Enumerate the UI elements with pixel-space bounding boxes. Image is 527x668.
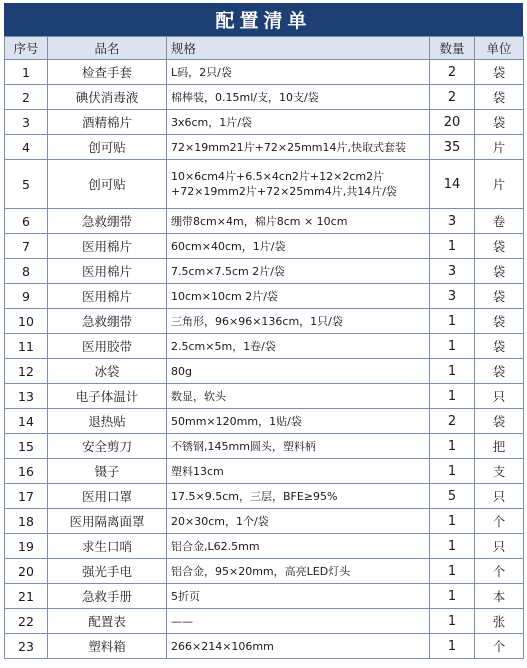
item-spec: 塑料13cm (167, 459, 430, 484)
item-spec: 10×6cm4片+6.5×4cn2片+12×2cm2片+72×19mm2片+72×25mm4片,共14片/袋 (167, 160, 430, 209)
table-row (5, 234, 524, 259)
row-number: 2 (5, 85, 48, 110)
item-spec: —— (167, 609, 430, 634)
item-unit: 本 (475, 584, 524, 609)
item-quantity: 5 (430, 484, 475, 509)
item-unit: 只 (475, 484, 524, 509)
header-qty: 数量 (430, 37, 475, 60)
item-unit: 只 (475, 384, 524, 409)
table-row (5, 110, 524, 135)
table-row (5, 284, 524, 309)
row-number: 4 (5, 135, 48, 160)
item-quantity: 1 (430, 359, 475, 384)
item-quantity: 1 (430, 609, 475, 634)
item-unit: 袋 (475, 409, 524, 434)
row-number: 14 (5, 409, 48, 434)
row-number: 3 (5, 110, 48, 135)
item-name: 配置表 (48, 609, 167, 634)
item-quantity: 1 (430, 384, 475, 409)
header-unit: 单位 (475, 37, 524, 60)
row-number: 16 (5, 459, 48, 484)
item-quantity: 1 (430, 459, 475, 484)
item-name: 检查手套 (48, 60, 167, 85)
item-spec: 17.5×9.5cm，三层，BFE≥95% (167, 484, 430, 509)
row-number: 21 (5, 584, 48, 609)
item-unit: 袋 (475, 85, 524, 110)
item-unit: 袋 (475, 60, 524, 85)
item-unit: 袋 (475, 284, 524, 309)
item-spec: 50mm×120mm，1贴/袋 (167, 409, 430, 434)
item-unit: 片 (475, 160, 524, 209)
page-title: 配置清单 (4, 3, 523, 36)
table-row (5, 334, 524, 359)
item-spec: 60cm×40cm，1片/袋 (167, 234, 430, 259)
row-number: 18 (5, 509, 48, 534)
item-unit: 个 (475, 634, 524, 659)
row-number: 17 (5, 484, 48, 509)
item-spec: 80g (167, 359, 430, 384)
item-unit: 袋 (475, 259, 524, 284)
row-number: 11 (5, 334, 48, 359)
item-name: 医用口罩 (48, 484, 167, 509)
item-unit: 张 (475, 609, 524, 634)
item-unit: 袋 (475, 334, 524, 359)
item-quantity: 1 (430, 534, 475, 559)
table-row (5, 160, 524, 209)
table-row (5, 584, 524, 609)
item-quantity: 1 (430, 334, 475, 359)
item-quantity: 3 (430, 259, 475, 284)
table-row (5, 259, 524, 284)
item-spec: 铝合金，95×20mm，高亮LED灯头 (167, 559, 430, 584)
item-unit: 袋 (475, 234, 524, 259)
row-number: 13 (5, 384, 48, 409)
item-name: 医用棉片 (48, 259, 167, 284)
item-name: 急救绷带 (48, 309, 167, 334)
row-number: 23 (5, 634, 48, 659)
item-unit: 片 (475, 135, 524, 160)
item-spec: 5折页 (167, 584, 430, 609)
item-unit: 卷 (475, 209, 524, 234)
item-spec: 10cm×10cm 2片/袋 (167, 284, 430, 309)
item-spec: 绷带8cm×4m，棉片8cm × 10cm (167, 209, 430, 234)
item-unit: 袋 (475, 110, 524, 135)
row-number: 15 (5, 434, 48, 459)
item-spec: 266×214×106mm (167, 634, 430, 659)
item-quantity: 1 (430, 234, 475, 259)
header-no: 序号 (5, 37, 48, 60)
item-quantity: 2 (430, 409, 475, 434)
table-row (5, 359, 524, 384)
item-quantity: 20 (430, 110, 475, 135)
item-unit: 袋 (475, 309, 524, 334)
table-row (5, 309, 524, 334)
item-name: 急救绷带 (48, 209, 167, 234)
item-name: 求生口哨 (48, 534, 167, 559)
item-quantity: 1 (430, 509, 475, 534)
configuration-list-sheet (4, 3, 523, 659)
item-name: 医用胶带 (48, 334, 167, 359)
table-body (5, 60, 524, 659)
item-quantity: 1 (430, 559, 475, 584)
item-quantity: 1 (430, 434, 475, 459)
item-spec: L码，2只/袋 (167, 60, 430, 85)
item-spec: 7.5cm×7.5cm 2片/袋 (167, 259, 430, 284)
table-row (5, 609, 524, 634)
item-name: 创可贴 (48, 160, 167, 209)
table-row (5, 209, 524, 234)
table-row (5, 384, 524, 409)
item-unit: 袋 (475, 359, 524, 384)
row-number: 6 (5, 209, 48, 234)
row-number: 1 (5, 60, 48, 85)
item-quantity: 1 (430, 634, 475, 659)
table-row (5, 85, 524, 110)
item-quantity: 2 (430, 85, 475, 110)
item-unit: 只 (475, 534, 524, 559)
item-quantity: 2 (430, 60, 475, 85)
item-name: 碘伏消毒液 (48, 85, 167, 110)
item-quantity: 1 (430, 584, 475, 609)
item-name: 强光手电 (48, 559, 167, 584)
table-row (5, 534, 524, 559)
configuration-table (4, 36, 524, 659)
item-spec: 20×30cm，1个/袋 (167, 509, 430, 534)
table-row (5, 409, 524, 434)
item-unit: 个 (475, 559, 524, 584)
row-number: 8 (5, 259, 48, 284)
item-quantity: 14 (430, 160, 475, 209)
row-number: 10 (5, 309, 48, 334)
item-name: 急救手册 (48, 584, 167, 609)
item-name: 医用棉片 (48, 284, 167, 309)
header-spec: 规格 (167, 37, 430, 60)
item-spec: 2.5cm×5m，1卷/袋 (167, 334, 430, 359)
row-number: 20 (5, 559, 48, 584)
table-row (5, 459, 524, 484)
item-quantity: 3 (430, 209, 475, 234)
row-number: 9 (5, 284, 48, 309)
item-spec: 棉棒装，0.15ml/支，10支/袋 (167, 85, 430, 110)
table-row (5, 509, 524, 534)
item-spec: 铝合金,L62.5mm (167, 534, 430, 559)
item-spec: 三角形，96×96×136cm，1只/袋 (167, 309, 430, 334)
row-number: 7 (5, 234, 48, 259)
row-number: 19 (5, 534, 48, 559)
table-row (5, 484, 524, 509)
item-spec: 数显，软头 (167, 384, 430, 409)
table-row (5, 135, 524, 160)
item-name: 医用棉片 (48, 234, 167, 259)
item-unit: 支 (475, 459, 524, 484)
table-row (5, 60, 524, 85)
item-name: 镊子 (48, 459, 167, 484)
item-name: 酒精棉片 (48, 110, 167, 135)
table-header-row (5, 37, 524, 60)
item-quantity: 35 (430, 135, 475, 160)
item-unit: 把 (475, 434, 524, 459)
item-name: 医用隔离面罩 (48, 509, 167, 534)
item-name: 电子体温计 (48, 384, 167, 409)
item-name: 安全剪刀 (48, 434, 167, 459)
row-number: 22 (5, 609, 48, 634)
item-unit: 个 (475, 509, 524, 534)
row-number: 12 (5, 359, 48, 384)
item-name: 创可贴 (48, 135, 167, 160)
item-spec: 72×19mm21片+72×25mm14片,快取式套装 (167, 135, 430, 160)
item-name: 塑料箱 (48, 634, 167, 659)
row-number: 5 (5, 160, 48, 209)
table-row (5, 559, 524, 584)
table-row (5, 434, 524, 459)
item-name: 冰袋 (48, 359, 167, 384)
item-quantity: 1 (430, 309, 475, 334)
item-quantity: 3 (430, 284, 475, 309)
item-spec: 不锈钢,145mm圆头，塑料柄 (167, 434, 430, 459)
item-name: 退热贴 (48, 409, 167, 434)
header-name: 品名 (48, 37, 167, 60)
table-row (5, 634, 524, 659)
item-spec: 3x6cm，1片/袋 (167, 110, 430, 135)
